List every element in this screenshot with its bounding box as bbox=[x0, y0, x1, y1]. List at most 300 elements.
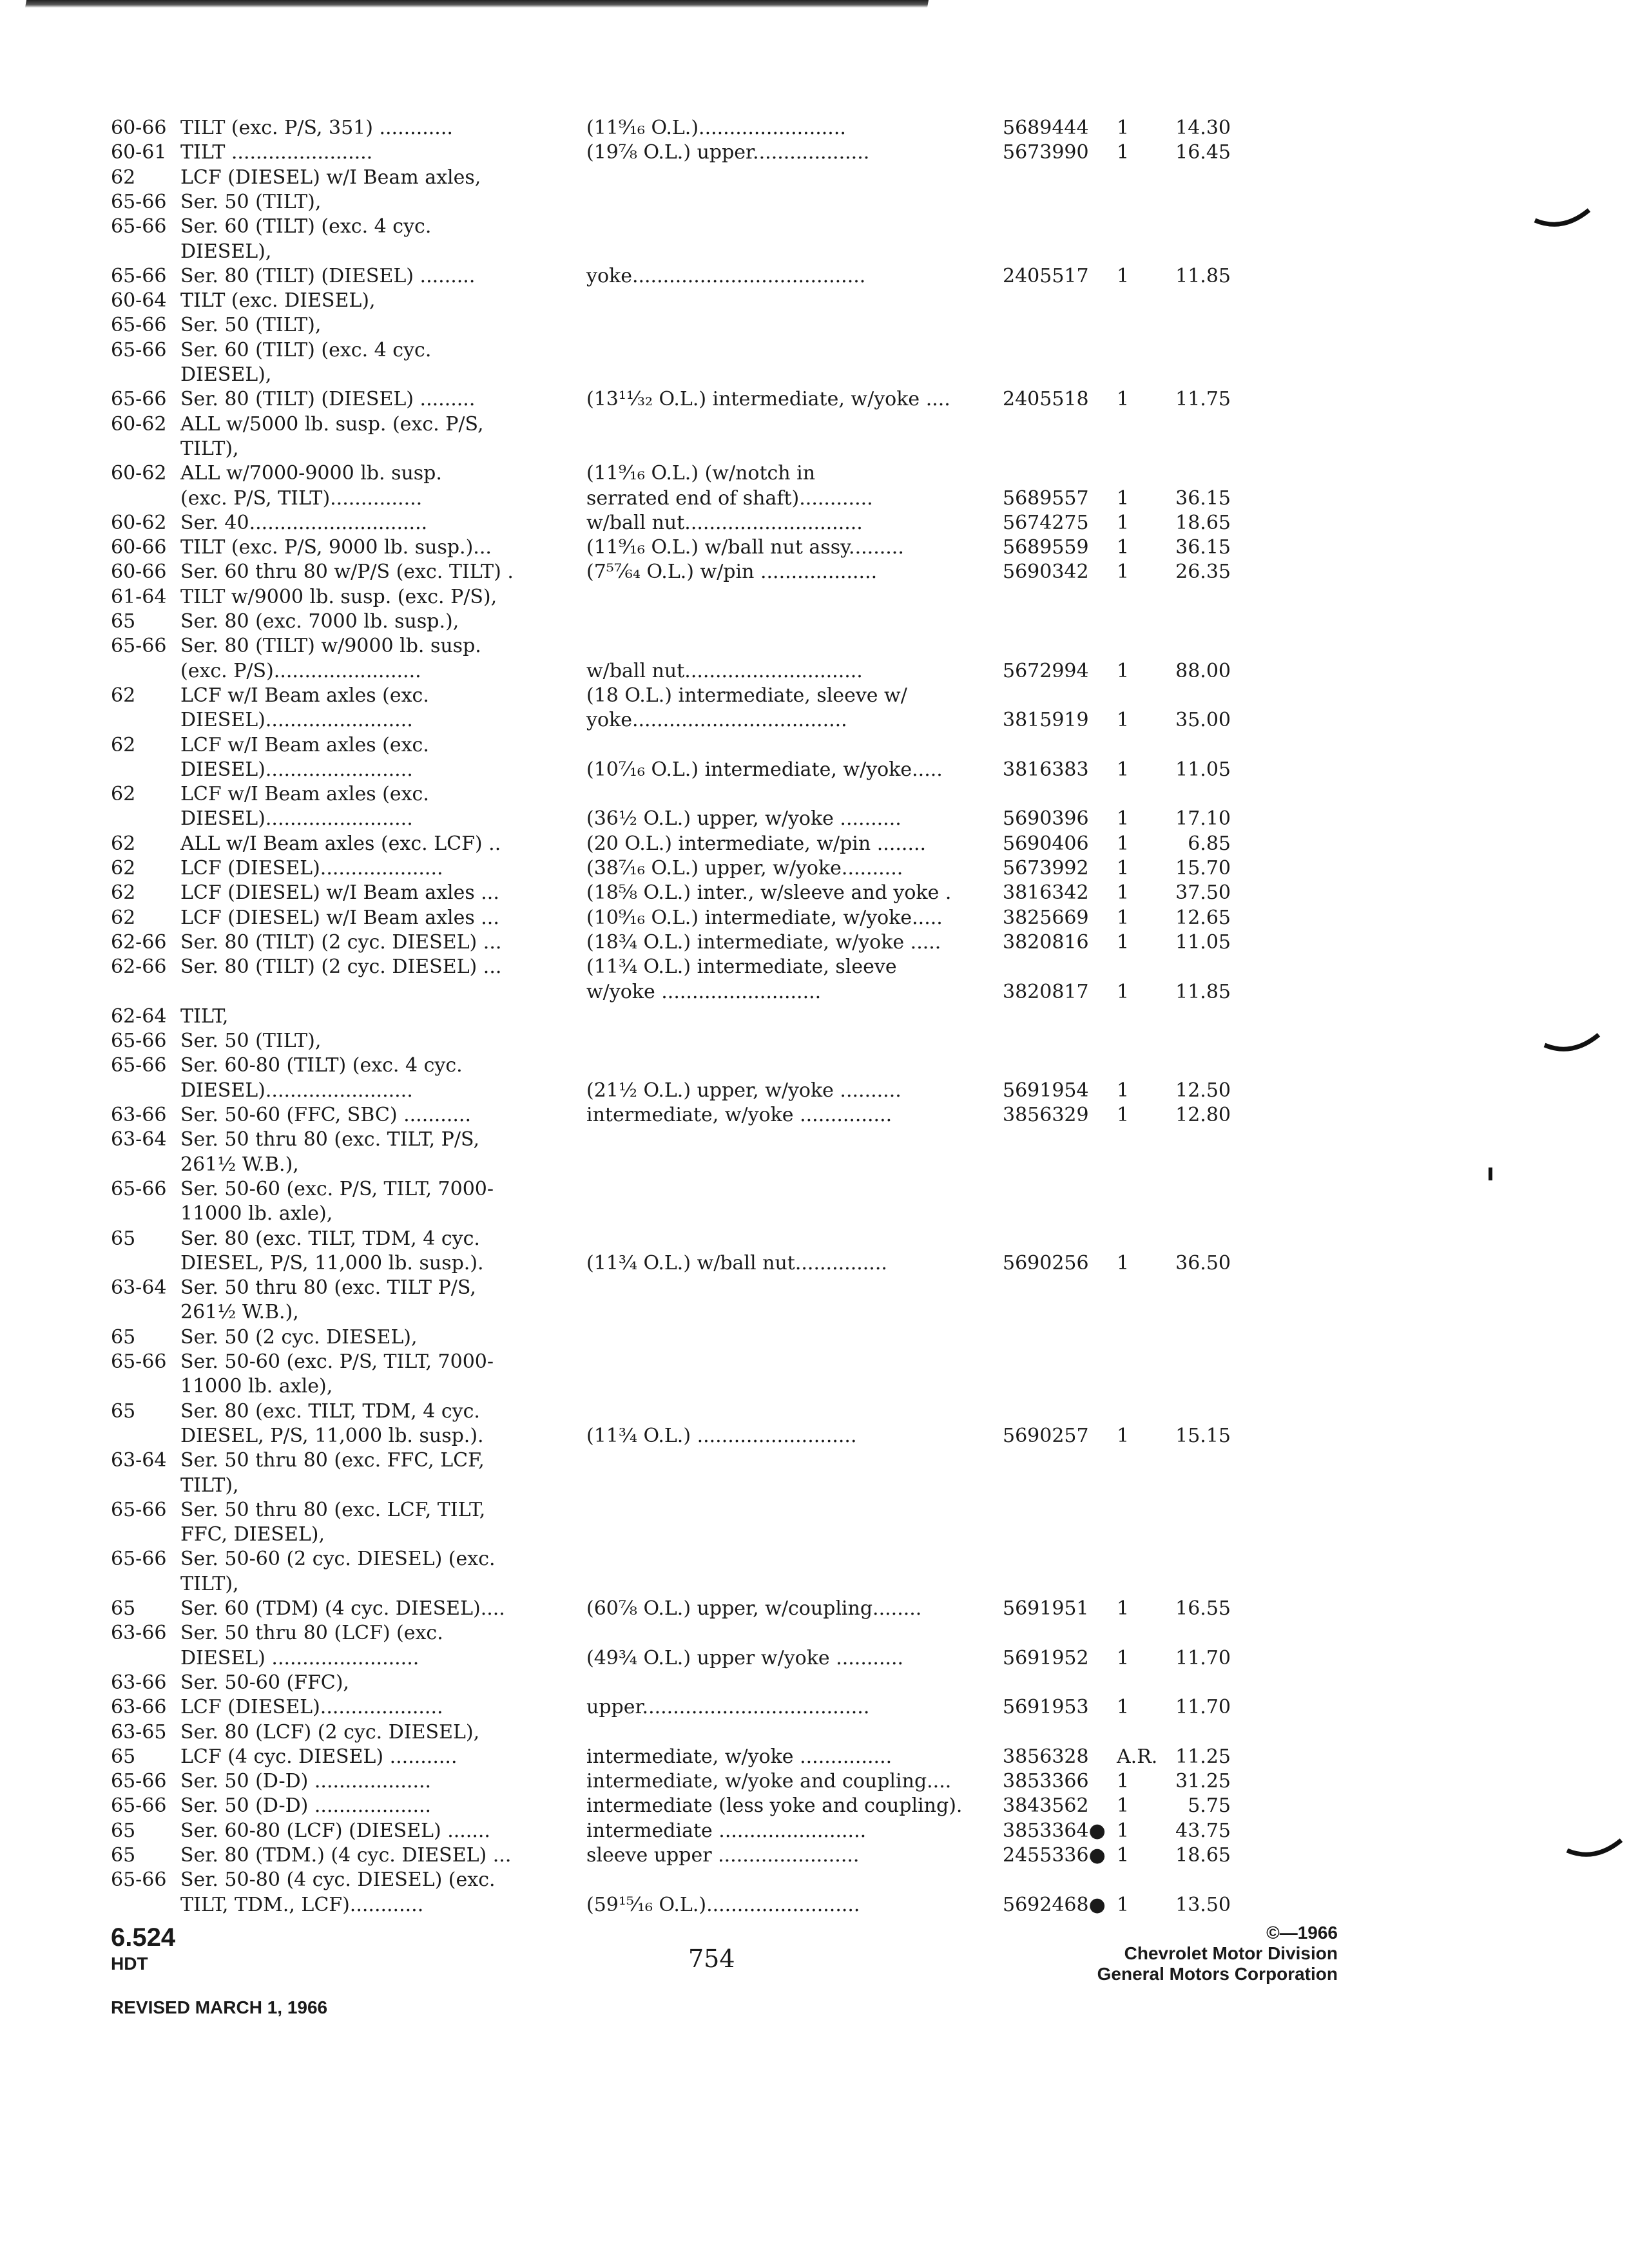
table-row bbox=[0, 1227, 1629, 1251]
year-cell: 65-66 bbox=[111, 1498, 167, 1521]
table-row bbox=[0, 338, 1629, 363]
table-row bbox=[0, 511, 1629, 535]
model-cell: (exc. P/S, TILT)............... bbox=[180, 486, 423, 510]
description-cell: intermediate, w/yoke ............... bbox=[586, 1104, 892, 1126]
table-row bbox=[0, 486, 1629, 511]
table-row bbox=[0, 437, 1629, 461]
section-number: 6.524 bbox=[111, 1923, 176, 1952]
year-cell: 60-62 bbox=[111, 511, 167, 534]
year-cell: 65-66 bbox=[111, 190, 167, 213]
model-cell: DIESEL)........................ bbox=[180, 709, 413, 732]
model-cell: Ser. 50 (TILT), bbox=[180, 1030, 322, 1053]
year-cell: 63-64 bbox=[111, 1128, 167, 1151]
quantity-cell: 1 bbox=[1117, 561, 1130, 584]
table-row bbox=[0, 1103, 1629, 1128]
table-row bbox=[0, 980, 1629, 1004]
year-cell: 63-64 bbox=[111, 1449, 167, 1472]
model-cell: LCF w/I Beam axles (exc. bbox=[180, 783, 429, 806]
table-row bbox=[0, 1547, 1629, 1571]
part-number-cell: 3820817 bbox=[1003, 980, 1089, 1003]
model-cell: Ser. 50-60 (exc. P/S, TILT, 7000- bbox=[180, 1350, 494, 1373]
price-cell: 17.10 bbox=[1175, 807, 1231, 831]
year-cell: 65-66 bbox=[111, 1869, 167, 1892]
table-row bbox=[0, 733, 1629, 758]
model-cell: Ser. 80 (TILT) (2 cyc. DIESEL) ... bbox=[180, 930, 502, 954]
model-cell: Ser. 80 (exc. 7000 lb. susp.), bbox=[180, 610, 459, 633]
year-cell: 62 bbox=[111, 733, 136, 756]
model-cell: DIESEL) ........................ bbox=[180, 1646, 419, 1669]
description-cell: (38⁷⁄₁₆ O.L.) upper, w/yoke.......... bbox=[586, 857, 903, 879]
part-number-cell: 5691954 bbox=[1003, 1079, 1089, 1102]
table-row bbox=[0, 1769, 1629, 1794]
table-row bbox=[0, 758, 1629, 782]
table-row bbox=[0, 634, 1629, 658]
table-row bbox=[0, 140, 1629, 165]
description-cell: (11⁹⁄₁₆ O.L.)........................ bbox=[586, 117, 846, 139]
model-cell: ALL w/I Beam axles (exc. LCF) .. bbox=[180, 832, 501, 855]
price-cell: 26.35 bbox=[1175, 561, 1231, 584]
description-cell: upper..................................... bbox=[586, 1696, 870, 1719]
table-row bbox=[0, 1177, 1629, 1202]
year-cell: 65-66 bbox=[111, 1054, 167, 1077]
model-cell: Ser. 50 (D-D) ................... bbox=[180, 1794, 432, 1818]
model-cell: (exc. P/S)........................ bbox=[180, 659, 421, 682]
model-cell: TILT (exc. P/S, 351) ............ bbox=[180, 117, 453, 139]
quantity-cell: 1 bbox=[1117, 1844, 1130, 1867]
quantity-cell: 1 bbox=[1117, 1893, 1130, 1916]
model-cell: DIESEL), bbox=[180, 240, 272, 263]
model-cell: Ser. 60 thru 80 w/P/S (exc. TILT) . bbox=[180, 561, 514, 584]
model-cell: TILT), bbox=[180, 1572, 239, 1595]
part-number-cell: 3820816 bbox=[1003, 930, 1089, 954]
year-cell: 63-66 bbox=[111, 1104, 167, 1126]
model-cell: Ser. 50 (D-D) ................... bbox=[180, 1770, 432, 1793]
table-row bbox=[0, 585, 1629, 610]
table-row bbox=[0, 1695, 1629, 1720]
description-cell: (10⁷⁄₁₆ O.L.) intermediate, w/yoke..... bbox=[586, 758, 943, 781]
table-row bbox=[0, 1128, 1629, 1152]
quantity-cell: 1 bbox=[1117, 1696, 1130, 1719]
price-cell: 12.50 bbox=[1175, 1079, 1231, 1102]
year-cell: 65-66 bbox=[111, 388, 167, 411]
model-cell: 261½ W.B.), bbox=[180, 1153, 299, 1176]
quantity-cell: 1 bbox=[1117, 1794, 1130, 1818]
description-cell: (36½ O.L.) upper, w/yoke .......... bbox=[586, 807, 901, 831]
table-row bbox=[0, 1597, 1629, 1621]
table-row bbox=[0, 264, 1629, 289]
table-row bbox=[0, 313, 1629, 338]
price-cell: 12.65 bbox=[1175, 906, 1231, 929]
quantity-cell: 1 bbox=[1117, 1646, 1130, 1669]
model-cell: TILT w/9000 lb. susp. (exc. P/S), bbox=[180, 585, 497, 608]
description-cell: (49¾ O.L.) upper w/yoke ........... bbox=[586, 1646, 904, 1669]
price-cell: 11.70 bbox=[1175, 1696, 1231, 1719]
part-number-cell: 3816383 bbox=[1003, 758, 1089, 781]
description-cell: (60⅞ O.L.) upper, w/coupling........ bbox=[586, 1597, 922, 1620]
model-cell: Ser. 50 thru 80 (exc. FFC, LCF, bbox=[180, 1449, 485, 1472]
quantity-cell: 1 bbox=[1117, 486, 1130, 510]
description-cell: (13¹¹⁄₃₂ O.L.) intermediate, w/yoke .... bbox=[586, 388, 950, 411]
year-cell: 60-66 bbox=[111, 536, 167, 559]
model-cell: TILT ....................... bbox=[180, 141, 373, 164]
section-code: HDT bbox=[111, 1954, 148, 1974]
quantity-cell: 1 bbox=[1117, 117, 1130, 139]
price-cell: 5.75 bbox=[1188, 1794, 1231, 1818]
year-cell: 62 bbox=[111, 832, 136, 855]
model-cell: Ser. 80 (TILT) (2 cyc. DIESEL) ... bbox=[180, 956, 502, 979]
part-number-cell: 3856328 bbox=[1003, 1745, 1089, 1768]
table-row bbox=[0, 1621, 1629, 1646]
year-cell: 65-66 bbox=[111, 264, 167, 287]
quantity-cell: 1 bbox=[1117, 881, 1130, 905]
table-row bbox=[0, 659, 1629, 684]
table-row bbox=[0, 807, 1629, 831]
year-cell: 62 bbox=[111, 881, 136, 905]
part-number-cell: 5673992 bbox=[1003, 857, 1089, 879]
part-number-cell: 5691952 bbox=[1003, 1646, 1089, 1669]
quantity-cell: 1 bbox=[1117, 758, 1130, 781]
part-number-cell: 5689444 bbox=[1003, 117, 1089, 139]
table-row bbox=[0, 1053, 1629, 1078]
model-cell: Ser. 50 thru 80 (exc. LCF, TILT, bbox=[180, 1498, 486, 1521]
part-number-cell: 5690342 bbox=[1003, 561, 1089, 584]
part-number-cell: 3816342 bbox=[1003, 881, 1089, 905]
table-row bbox=[0, 215, 1629, 239]
model-cell: DIESEL), bbox=[180, 363, 272, 386]
year-cell: 60-62 bbox=[111, 412, 167, 436]
publisher-block bbox=[1097, 1923, 1338, 1984]
quantity-cell: 1 bbox=[1117, 1251, 1130, 1274]
table-row bbox=[0, 856, 1629, 881]
model-cell: Ser. 80 (exc. TILT, TDM, 4 cyc. bbox=[180, 1399, 480, 1423]
quantity-cell: 1 bbox=[1117, 807, 1130, 831]
year-cell: 65 bbox=[111, 1325, 136, 1349]
description-cell: intermediate, w/yoke and coupling.... bbox=[586, 1770, 952, 1793]
model-cell: Ser. 60 (TILT) (exc. 4 cyc. bbox=[180, 338, 432, 361]
year-cell: 65-66 bbox=[111, 1770, 167, 1793]
price-cell: 11.75 bbox=[1175, 388, 1231, 411]
page-number: 754 bbox=[688, 1945, 735, 1973]
quantity-cell: 1 bbox=[1117, 536, 1130, 559]
description-cell: w/ball nut............................. bbox=[586, 659, 863, 682]
model-cell: Ser. 60 (TDM) (4 cyc. DIESEL).... bbox=[180, 1597, 505, 1620]
table-row bbox=[0, 387, 1629, 412]
year-cell: 62-66 bbox=[111, 956, 167, 979]
part-number-cell: 5690257 bbox=[1003, 1424, 1089, 1447]
year-cell: 65 bbox=[111, 1597, 136, 1620]
description-cell: w/ball nut............................. bbox=[586, 511, 863, 534]
table-row bbox=[0, 1646, 1629, 1671]
table-row bbox=[0, 1276, 1629, 1300]
description-cell: (11¾ O.L.) .......................... bbox=[586, 1424, 857, 1447]
part-number-cell: 2405518 bbox=[1003, 388, 1089, 411]
binder-mark-2 bbox=[1543, 1031, 1601, 1057]
year-cell: 65 bbox=[111, 610, 136, 633]
year-cell: 62-64 bbox=[111, 1004, 167, 1028]
model-cell: Ser. 50-60 (FFC, SBC) ........... bbox=[180, 1104, 471, 1126]
price-cell: 11.85 bbox=[1175, 264, 1231, 287]
part-number-cell: 5691953 bbox=[1003, 1696, 1089, 1719]
model-cell: Ser. 50 thru 80 (exc. TILT, P/S, bbox=[180, 1128, 479, 1151]
price-cell: 36.15 bbox=[1175, 486, 1231, 510]
scan-speck bbox=[1489, 1168, 1492, 1180]
model-cell: Ser. 50-60 (exc. P/S, TILT, 7000- bbox=[180, 1177, 494, 1200]
year-cell: 62-66 bbox=[111, 930, 167, 954]
part-number-cell: 3853366 bbox=[1003, 1770, 1089, 1793]
table-row bbox=[0, 708, 1629, 733]
model-cell: TILT (exc. DIESEL), bbox=[180, 289, 376, 312]
revised-date: REVISED MARCH 1, 1966 bbox=[111, 1997, 328, 2017]
table-row bbox=[0, 1029, 1629, 1053]
part-number-cell: 5692468● bbox=[1003, 1893, 1106, 1916]
price-cell: 35.00 bbox=[1175, 709, 1231, 732]
table-row bbox=[0, 1498, 1629, 1523]
year-cell: 63-64 bbox=[111, 1276, 167, 1300]
quantity-cell: 1 bbox=[1117, 659, 1130, 682]
quantity-cell: 1 bbox=[1117, 1079, 1130, 1102]
table-row bbox=[0, 1448, 1629, 1473]
binder-mark-1 bbox=[1534, 206, 1592, 232]
quantity-cell: 1 bbox=[1117, 1424, 1130, 1447]
price-cell: 6.85 bbox=[1188, 832, 1231, 855]
table-row bbox=[0, 1202, 1629, 1226]
model-cell: LCF (DIESEL) w/I Beam axles ... bbox=[180, 906, 499, 929]
description-cell: (19⅞ O.L.) upper................... bbox=[586, 141, 870, 164]
part-number-cell: 5673990 bbox=[1003, 141, 1089, 164]
description-cell: (20 O.L.) intermediate, w/pin ........ bbox=[586, 832, 927, 855]
year-cell: 65-66 bbox=[111, 1177, 167, 1200]
description-cell: intermediate, w/yoke ............... bbox=[586, 1745, 892, 1768]
model-cell: LCF (DIESEL).................... bbox=[180, 1696, 443, 1719]
quantity-cell: 1 bbox=[1117, 264, 1130, 287]
model-cell: LCF (4 cyc. DIESEL) ........... bbox=[180, 1745, 458, 1768]
model-cell: Ser. 50 (2 cyc. DIESEL), bbox=[180, 1325, 418, 1349]
description-cell: (7⁵⁷⁄₆₄ O.L.) w/pin ................... bbox=[586, 561, 878, 584]
table-row bbox=[0, 190, 1629, 215]
model-cell: 11000 lb. axle), bbox=[180, 1202, 333, 1225]
year-cell: 65 bbox=[111, 1844, 136, 1867]
part-number-cell: 2405517 bbox=[1003, 264, 1089, 287]
price-cell: 36.50 bbox=[1175, 1251, 1231, 1274]
corporation-name: General Motors Corporation bbox=[1097, 1964, 1338, 1984]
description-cell: (10⁹⁄₁₆ O.L.) intermediate, w/yoke..... bbox=[586, 906, 943, 929]
year-cell: 65-66 bbox=[111, 1030, 167, 1053]
table-row bbox=[0, 1374, 1629, 1399]
table-row bbox=[0, 166, 1629, 190]
year-cell: 61-64 bbox=[111, 585, 167, 608]
model-cell: LCF w/I Beam axles (exc. bbox=[180, 684, 429, 707]
price-cell: 14.30 bbox=[1175, 117, 1231, 139]
part-number-cell: 5672994 bbox=[1003, 659, 1089, 682]
quantity-cell: 1 bbox=[1117, 388, 1130, 411]
model-cell: TILT), bbox=[180, 437, 239, 460]
table-row bbox=[0, 1424, 1629, 1448]
year-cell: 60-61 bbox=[111, 141, 167, 164]
model-cell: Ser. 50 thru 80 (exc. TILT P/S, bbox=[180, 1276, 476, 1300]
model-cell: Ser. 60 (TILT) (exc. 4 cyc. bbox=[180, 215, 432, 238]
price-cell: 88.00 bbox=[1175, 659, 1231, 682]
model-cell: Ser. 50-60 (FFC), bbox=[180, 1671, 349, 1694]
model-cell: Ser. 80 (LCF) (2 cyc. DIESEL), bbox=[180, 1720, 480, 1744]
year-cell: 60-66 bbox=[111, 117, 167, 139]
binder-mark-3 bbox=[1566, 1836, 1624, 1862]
model-cell: 11000 lb. axle), bbox=[180, 1375, 333, 1398]
table-row bbox=[0, 1868, 1629, 1892]
year-cell: 63-66 bbox=[111, 1622, 167, 1645]
description-cell: sleeve upper ....................... bbox=[586, 1844, 860, 1867]
table-row bbox=[0, 1399, 1629, 1424]
description-cell: yoke...................................... bbox=[586, 264, 866, 287]
part-number-cell: 5690406 bbox=[1003, 832, 1089, 855]
model-cell: 261½ W.B.), bbox=[180, 1301, 299, 1324]
quantity-cell: A.R. bbox=[1117, 1745, 1158, 1768]
year-cell: 62 bbox=[111, 906, 136, 929]
part-number-cell: 3843562 bbox=[1003, 1794, 1089, 1818]
description-cell: intermediate ........................ bbox=[586, 1819, 867, 1842]
table-row bbox=[0, 1893, 1629, 1917]
year-cell: 65 bbox=[111, 1227, 136, 1250]
model-cell: ALL w/7000-9000 lb. susp. bbox=[180, 462, 442, 485]
model-cell: TILT), bbox=[180, 1474, 239, 1497]
quantity-cell: 1 bbox=[1117, 1597, 1130, 1620]
price-cell: 12.80 bbox=[1175, 1104, 1231, 1126]
model-cell: Ser. 50 (TILT), bbox=[180, 314, 322, 337]
table-row bbox=[0, 1350, 1629, 1374]
model-cell: Ser. 50 thru 80 (LCF) (exc. bbox=[180, 1622, 443, 1645]
price-cell: 31.25 bbox=[1175, 1770, 1231, 1793]
division-name: Chevrolet Motor Division bbox=[1124, 1943, 1338, 1963]
description-cell: intermediate (less yoke and coupling). bbox=[586, 1794, 963, 1818]
price-cell: 43.75 bbox=[1175, 1819, 1231, 1842]
part-number-cell: 2455336● bbox=[1003, 1844, 1106, 1867]
description-cell: (11¾ O.L.) w/ball nut............... bbox=[586, 1251, 887, 1274]
model-cell: Ser. 50 (TILT), bbox=[180, 190, 322, 213]
year-cell: 65-66 bbox=[111, 1794, 167, 1818]
year-cell: 62 bbox=[111, 783, 136, 806]
table-row bbox=[0, 289, 1629, 313]
price-cell: 11.70 bbox=[1175, 1646, 1231, 1669]
quantity-cell: 1 bbox=[1117, 906, 1130, 929]
table-row bbox=[0, 363, 1629, 387]
price-cell: 13.50 bbox=[1175, 1893, 1231, 1916]
model-cell: LCF w/I Beam axles (exc. bbox=[180, 733, 429, 756]
table-row bbox=[0, 240, 1629, 264]
price-cell: 15.70 bbox=[1175, 857, 1231, 879]
model-cell: DIESEL, P/S, 11,000 lb. susp.). bbox=[180, 1424, 484, 1447]
year-cell: 62 bbox=[111, 166, 136, 189]
table-row bbox=[0, 1004, 1629, 1029]
quantity-cell: 1 bbox=[1117, 1104, 1130, 1126]
table-row bbox=[0, 1300, 1629, 1325]
year-cell: 65 bbox=[111, 1819, 136, 1842]
year-cell: 65-66 bbox=[111, 1350, 167, 1373]
table-row bbox=[0, 881, 1629, 905]
price-cell: 11.05 bbox=[1175, 758, 1231, 781]
quantity-cell: 1 bbox=[1117, 980, 1130, 1003]
year-cell: 62 bbox=[111, 857, 136, 879]
description-cell: serrated end of shaft)............ bbox=[586, 486, 873, 510]
price-cell: 18.65 bbox=[1175, 511, 1231, 534]
copyright: ©—1966 bbox=[1266, 1923, 1338, 1943]
model-cell: Ser. 80 (TILT) w/9000 lb. susp. bbox=[180, 635, 481, 658]
table-row bbox=[0, 684, 1629, 708]
price-cell: 36.15 bbox=[1175, 536, 1231, 559]
model-cell: Ser. 80 (TILT) (DIESEL) ......... bbox=[180, 388, 476, 411]
price-cell: 11.05 bbox=[1175, 930, 1231, 954]
description-cell: yoke................................... bbox=[586, 709, 847, 732]
table-row bbox=[0, 1153, 1629, 1177]
table-row bbox=[0, 832, 1629, 856]
price-cell: 16.45 bbox=[1175, 141, 1231, 164]
description-cell: (18⅝ O.L.) inter., w/sleeve and yoke . bbox=[586, 881, 952, 905]
model-cell: DIESEL)........................ bbox=[180, 807, 413, 831]
year-cell: 63-66 bbox=[111, 1696, 167, 1719]
part-number-cell: 5690396 bbox=[1003, 807, 1089, 831]
table-row bbox=[0, 610, 1629, 634]
table-row bbox=[0, 1572, 1629, 1597]
scan-edge-bar bbox=[25, 0, 929, 8]
part-number-cell: 3815919 bbox=[1003, 709, 1089, 732]
description-cell: (11⁹⁄₁₆ O.L.) (w/notch in bbox=[586, 462, 816, 485]
part-number-cell: 5674275 bbox=[1003, 511, 1089, 534]
table-row bbox=[0, 1325, 1629, 1350]
model-cell: Ser. 50-80 (4 cyc. DIESEL) (exc. bbox=[180, 1869, 496, 1892]
quantity-cell: 1 bbox=[1117, 709, 1130, 732]
table-row bbox=[0, 1819, 1629, 1843]
part-number-cell: 5689559 bbox=[1003, 536, 1089, 559]
model-cell: Ser. 40............................. bbox=[180, 511, 428, 534]
table-row bbox=[0, 412, 1629, 437]
quantity-cell: 1 bbox=[1117, 832, 1130, 855]
description-cell: (11⁹⁄₁₆ O.L.) w/ball nut assy......... bbox=[586, 536, 904, 559]
table-row bbox=[0, 1079, 1629, 1103]
quantity-cell: 1 bbox=[1117, 141, 1130, 164]
price-cell: 18.65 bbox=[1175, 1844, 1231, 1867]
model-cell: DIESEL)........................ bbox=[180, 758, 413, 781]
description-cell: (11¾ O.L.) intermediate, sleeve bbox=[586, 956, 897, 979]
model-cell: TILT (exc. P/S, 9000 lb. susp.)... bbox=[180, 536, 492, 559]
part-number-cell: 5689557 bbox=[1003, 486, 1089, 510]
model-cell: Ser. 60-80 (LCF) (DIESEL) ....... bbox=[180, 1819, 490, 1842]
table-row bbox=[0, 1794, 1629, 1818]
model-cell: LCF (DIESEL) w/I Beam axles ... bbox=[180, 881, 499, 905]
year-cell: 63-66 bbox=[111, 1671, 167, 1694]
part-number-cell: 3853364● bbox=[1003, 1819, 1106, 1842]
table-row bbox=[0, 1720, 1629, 1745]
description-cell: (18 O.L.) intermediate, sleeve w/ bbox=[586, 684, 907, 707]
year-cell: 60-66 bbox=[111, 561, 167, 584]
table-row bbox=[0, 1474, 1629, 1498]
table-row bbox=[0, 461, 1629, 486]
model-cell: Ser. 50-60 (2 cyc. DIESEL) (exc. bbox=[180, 1548, 496, 1571]
table-row bbox=[0, 560, 1629, 584]
description-cell: (18¾ O.L.) intermediate, w/yoke ..... bbox=[586, 930, 941, 954]
year-cell: 65-66 bbox=[111, 635, 167, 658]
model-cell: LCF (DIESEL) w/I Beam axles, bbox=[180, 166, 481, 189]
price-cell: 11.25 bbox=[1175, 1745, 1231, 1768]
table-row bbox=[0, 1523, 1629, 1547]
model-cell: LCF (DIESEL).................... bbox=[180, 857, 443, 879]
part-number-cell: 5690256 bbox=[1003, 1251, 1089, 1274]
year-cell: 63-65 bbox=[111, 1720, 167, 1744]
description-cell: (59¹⁵⁄₁₆ O.L.)......................... bbox=[586, 1893, 860, 1916]
model-cell: DIESEL)........................ bbox=[180, 1079, 413, 1102]
price-cell: 16.55 bbox=[1175, 1597, 1231, 1620]
table-row bbox=[0, 1251, 1629, 1276]
price-cell: 11.85 bbox=[1175, 980, 1231, 1003]
year-cell: 65-66 bbox=[111, 215, 167, 238]
table-row bbox=[0, 782, 1629, 807]
